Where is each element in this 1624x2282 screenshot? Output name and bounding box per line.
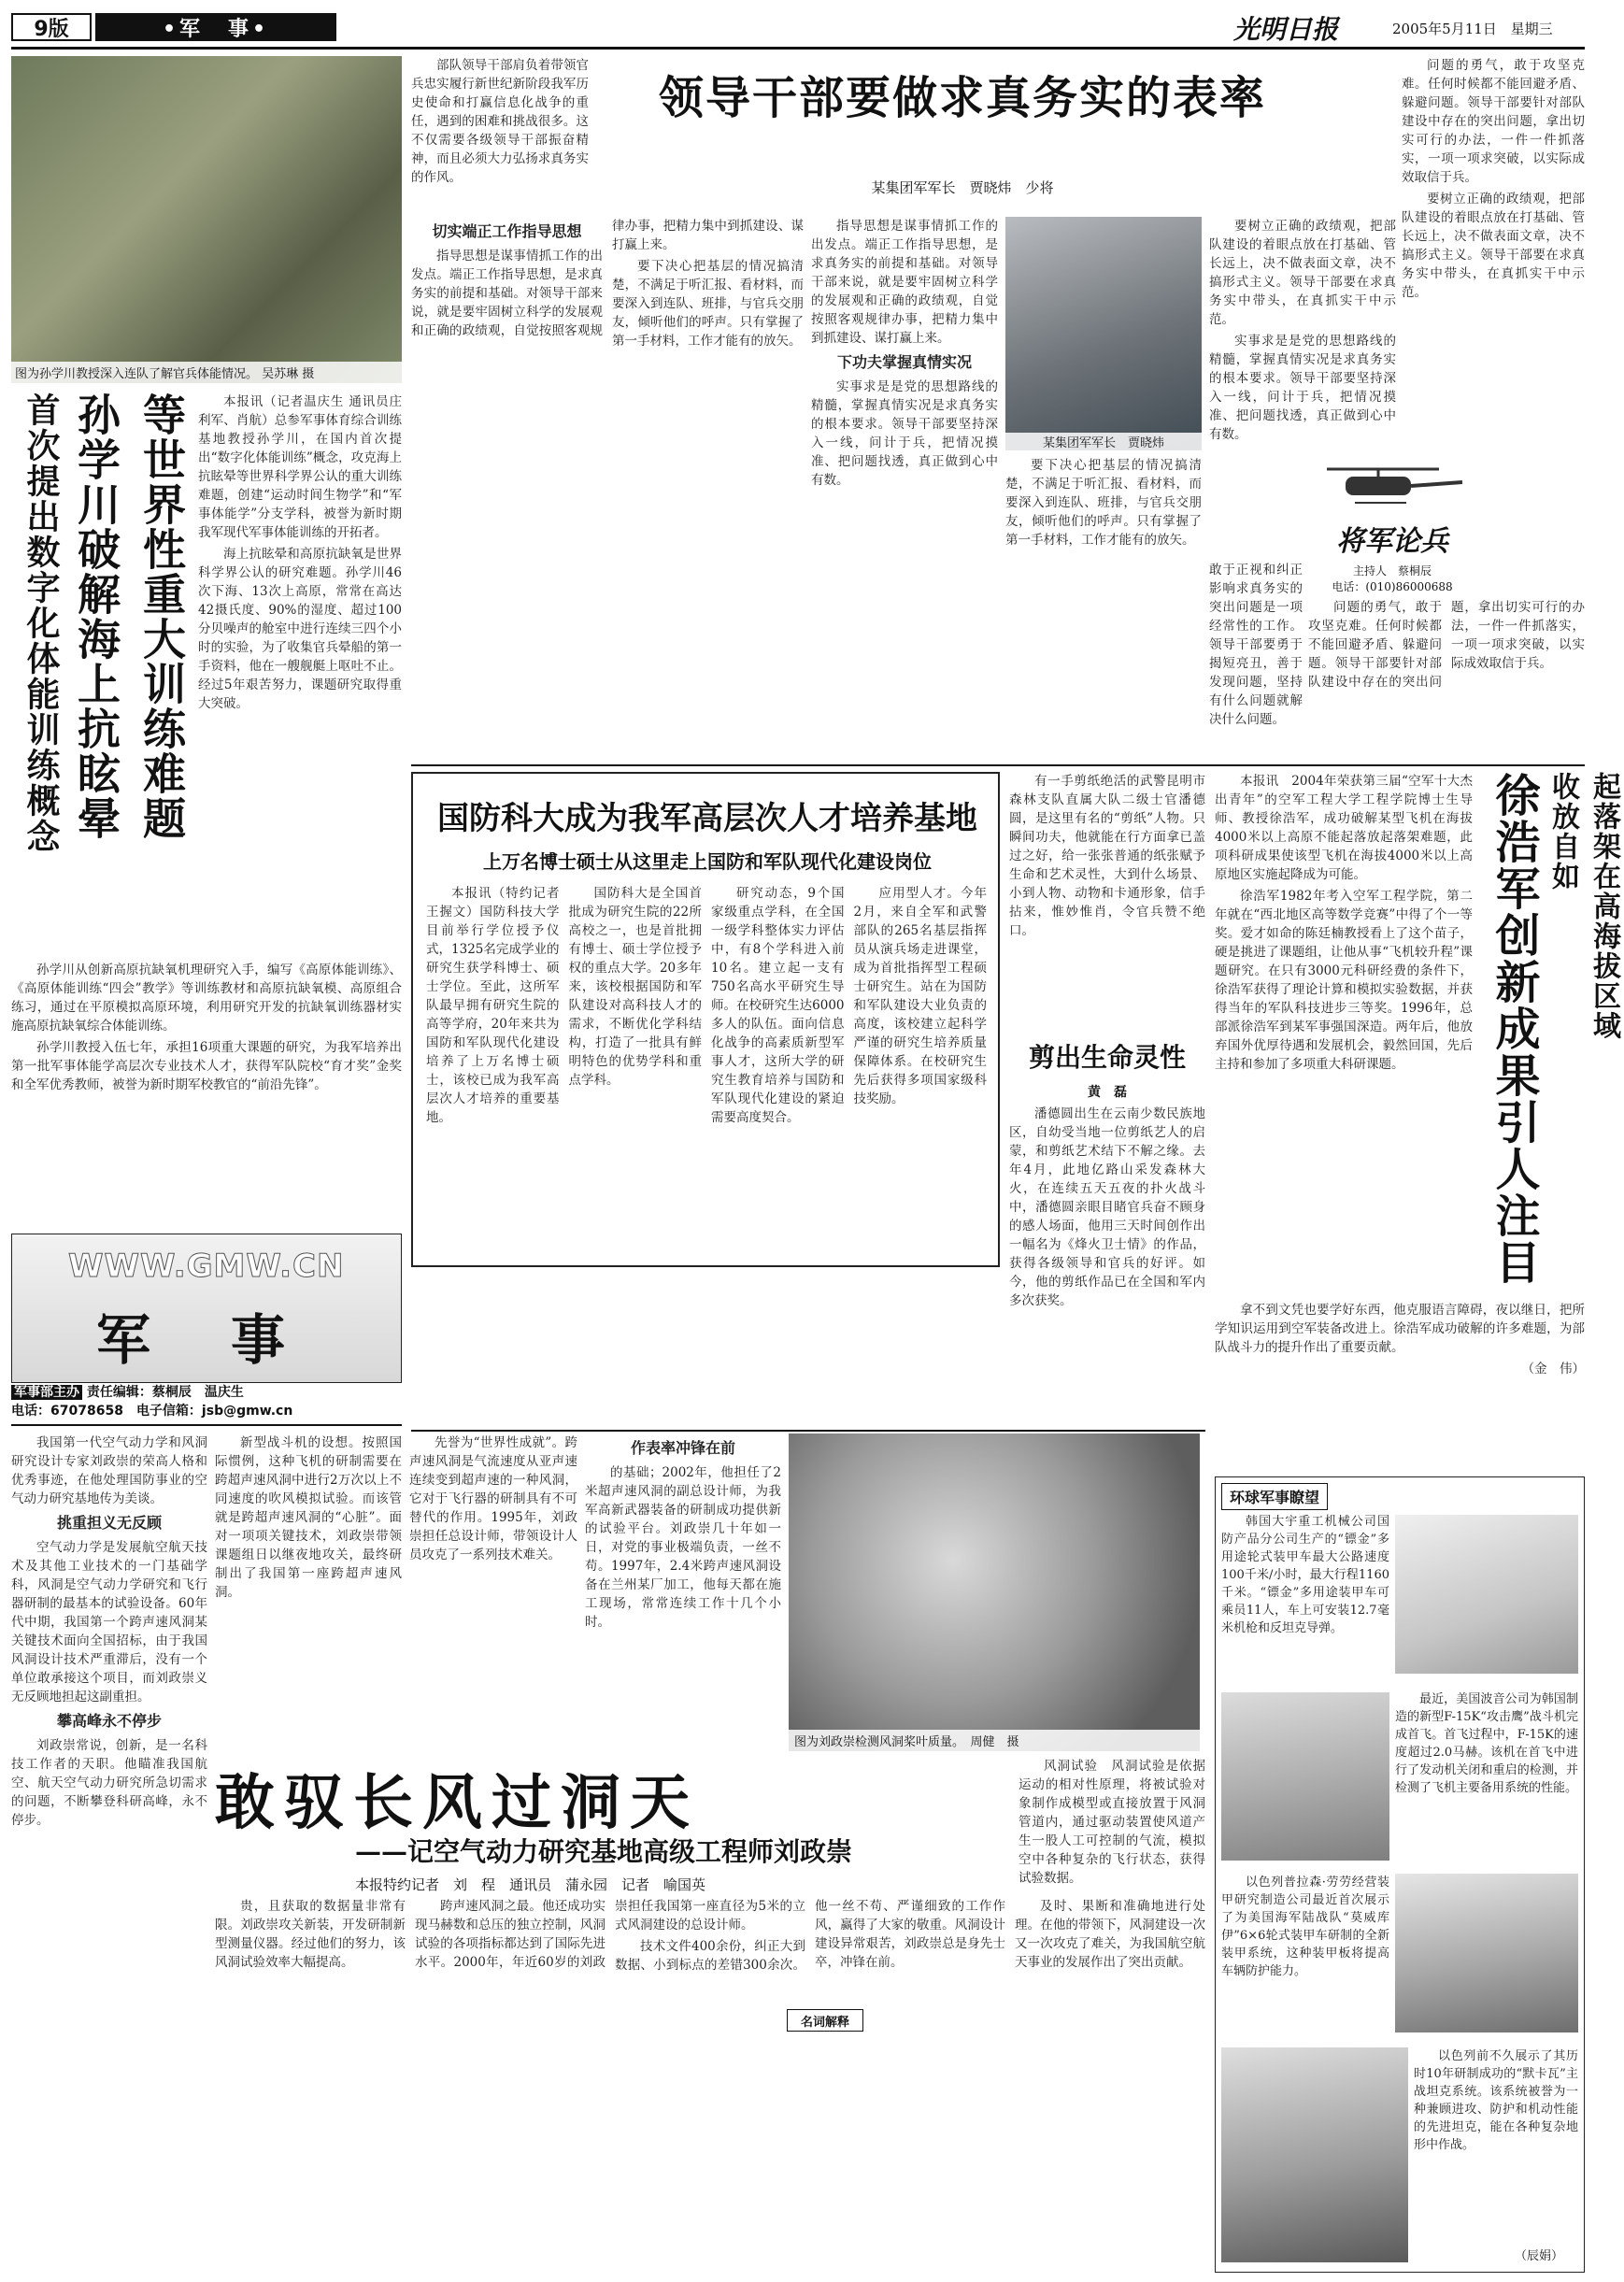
leader-body-f [1308,598,1585,759]
xu-body-lower [1215,1301,1585,1469]
liu-col1 [11,1433,207,2273]
column-logo-phone: 电话：(010)86000688 [1332,580,1453,593]
liu-col4-sub: 作表率冲锋在前 [630,1439,735,1457]
leader-sub1: 切实端正工作指导思想 [432,222,582,240]
gmw-rule [11,1424,402,1426]
liu-sub2: 攀高峰永不停步 [56,1712,162,1730]
leader-body-a [411,217,804,759]
host-name: 蔡桐辰 [1398,564,1432,578]
leader-lead-block [411,56,589,215]
leader-photo-caption-bar [1005,433,1202,450]
page-number: 9版 [34,17,69,41]
leader-right1b: 问题的勇气，敢于攻坚克难。任何时候都不能回避矛盾、躲避问题。领导干部要针对部队建设中存在的突出问题，拿出切实可行的办法，一件一件抓落实，一项一项求突破，以实际成效取信于兵。 [1308,600,1585,690]
liu-col1-body2: 刘政崇常说，创新，是一名科技工作者的天职。他瞄准我国航空、航天空气动力研究所急切需求的问题，不断攀登科研高峰，永不停步。 [11,1738,207,1828]
gmw-dept: 军事部主办 [11,1385,82,1400]
liu-intro: 我国第一代空气动力学和风洞研究设计专家刘政崇的荣高人格和优秀事迹，在他处理国防事业的空气动力研究基地传为美谈。 [11,1435,207,1506]
sun-body3: 孙学川教授入伍七年，承担16项重大课题的研究，为我军培养出第一批军事体能学高层次专业技术人才，获得军队院校“育才奖”金奖和全军优秀教师，被誉为新时期军校教官的“前沿先锋”。 [11,1040,402,1092]
liu-top-rule [411,1430,1205,1432]
leader-body-e [1402,56,1585,449]
column-side-text [1209,561,1303,757]
leader-body2b: 实事求是是党的思想路线的精髓，掌握真情实况是求真务实的根本要求。领导干部要坚持深入一线，问计于兵，把情况摸准、把问题找透，真正做到心中有数。 [1209,334,1396,442]
ww-signoff: （辰娟） [1515,2249,1564,2263]
world-watch-title: 环球军事瞭望 [1221,1483,1328,1510]
sun-headline-a: 等世界性重大训练难题 [136,392,187,841]
host-label: 主持人 [1352,564,1387,578]
liu-sub1: 挑重担义无反顾 [56,1514,162,1532]
gmw-email: 电子信箱：jsb@gmw.cn [135,1404,293,1419]
ww-item1-text: 韩国大宇重工机械公司国防产品分公司生产的“镖金”多用途轮式装甲车最大公路速度100千米/小时，最大行程1160千米。“镖金”多用途装甲车可乘员11人，车上可安装12.7毫米机枪和反坦克导弹。 [1221,1515,1389,1635]
page-number-box [11,13,92,41]
gmw-site: WWW.GMW.CN [68,1248,345,1285]
weekday-text: 星期三 [1510,21,1553,37]
world-watch-box [1215,1476,1585,2273]
liu-col3-text: 先誉为“世界性成就”。跨声速风洞是气流速度从亚声速连续变到超声速的一种风洞，它对于飞行器的研制具有不可替代的作用。1995年，刘政崇担任总设计师，带领设计人员攻克了一系列技术难关。 [409,1435,577,1562]
jianzhi-title: 剪出生命灵性 [1028,1042,1186,1073]
date-text: 2005年5月11日 [1392,21,1497,37]
leader-body2-a: 指导思想是谋事情抓工作的出发点。端正工作指导思想，是求真务实的前提和基础。对领导干部来说，就是要牢固树立科学的发展观和正确的政绩观，自觉按照客观规律办事，把精力集中到抓建设、谋打赢上来。 [811,219,998,346]
liu-headline: 敢驭长风过洞天 [215,1768,699,1838]
jianzhi-body: 潘德圆出生在云南少数民族地区，自幼受当地一位剪纸艺人的启蒙，和剪纸艺术结下不解之缘。去年4月，此地亿路山采发森林大火，在连续五天五夜的扑火战斗中，潘德圆亲眼目睹官兵奋不顾身的感人场面，他用三天时间创作出一幅名为《烽火卫士情》的作品，获得各级领导和官兵的好评。如今，他的剪纸作品已在全国和军内多次获奖。 [1009,1106,1205,1308]
leader-right2b: 要树立正确的政绩观，把部队建设的着眼点放在打基础、管长远上，决不做表面文章，决不搞形式主义。领导干部要在求真务实中带头，在真抓实干中示范。 [1402,192,1585,300]
gmw-banner [11,1234,402,1383]
leader-body1: 指导思想是谋事情抓工作的出发点。端正工作指导思想，是求真务实的前提和基础。对领导干部来说，就是要牢固树立科学的发展观和正确的政绩观，自觉按照客观规律办事，把精力集中到抓建设、谋打赢上来。 [411,219,804,338]
liu-right-text1: 风洞试验 风洞试验是依据运动的相对性原理，将被试验对象制作成模型或直接放置于风洞管道内，通过驱动装置使风道产生一股人工可控制的气流，模拟空中各种复杂的飞行状态，获得试验数据。 [1019,1759,1205,1886]
sun-body-upper [198,392,402,953]
leader-body3: 要下决心把基层的情况搞清楚，不满足于听汇报、看材料，而要深入到连队、班排，与官兵交朋友，倾听他们的呼声。只有掌握了第一手材料，工作才能有的放矢。 [612,259,804,349]
sun-body2: 孙学川从创新高原抗缺氧机理研究入手，编写《高原体能训练》、《高原体能训练“四会”教学》等训练教材和高原抗缺氧模、高原组合练习，通过在平原模拟高原环境，利用研究开发的抗缺氧训练器材实施高原抗缺氧综合体能训练。 [11,963,402,1034]
xu-body-upper [1215,772,1473,1295]
sun-body1: 海上抗眩晕和高原抗缺氧是世界科学界公认的研究难题。孙学川46次下海、13次上高原，常常在高达42摄氏度、90%的湿度、超过100分贝噪声的舱室中进行连续三四个小时的实验，为了收集官兵晕船的第一手资料，他在一艘舰艇上呕吐不止。经过5年艰苦努力，课题研究取得重大突破。 [198,547,402,711]
leader-sub2: 下功夫掌握真情实况 [836,353,972,371]
leader-body3b: 要下决心把基层的情况搞清楚，不满足于听汇报、看材料，而要深入到连队、班排，与官兵交朋友，倾听他们的呼声。只有掌握了第一手材料，工作才能有的放矢。 [1005,458,1202,548]
liu-col4 [585,1433,781,1751]
glossary-label: 名词解释 [787,2009,863,2032]
jianzhi-author: 黄 磊 [1088,1085,1127,1100]
xu-lead: 本报讯 2004年荣获第三届“空军十大杰出青年”的空军工程大学工程学院博士生导师、教授徐浩军，成功破解某型飞机在海拔4000米以上高原不能起落放起落架难题，此项科研成果使该型飞机在海拔4000米以上高原地区实施起降成为可能。 [1215,774,1473,882]
ww-item3-text: 以色列普拉森·劳劳经营装甲研究制造公司最近首次展示了为美国海军陆战队“莫威库伊”6×6轮式装甲车研制的全新装甲系统，这种装甲板将提高车辆防护能力。 [1221,1876,1389,1978]
leader-body2: 实事求是是党的思想路线的精髓，掌握真情实况是求真务实的根本要求。领导干部要坚持深入一线，问计于兵，把情况摸准、把问题找透，真正做到心中有数。 [811,379,998,488]
gfkd-title: 国防科大成为我军高层次人才培养基地 [437,800,977,837]
mid-rule [411,764,1585,766]
gfkd-body [426,884,987,1258]
leader-lead: 部队领导干部肩负着带领官兵忠实履行新世纪新阶段我军历史使命和打赢信息化战争的重任，遇到的困难和挑战很多。这不仅需要各级领导干部振奋精神，而且必须大力弘扬求真务实的作风。 [411,58,589,185]
ww-item2-text: 最近，美国波音公司为韩国制造的新型F-15K“攻击鹰”战斗机完成首飞。首飞过程中，F-15K的速度超过2.0马赫。该机在首飞中进行了发动机关闭和重启的检测，并检测了飞机主要备用系统的性能。 [1395,1692,1578,1795]
gmw-section-title: 军 事 [96,1308,299,1372]
section-label-text: •军 事• [162,17,270,41]
leader-byline: 某集团军军长 贾晓炜 少将 [871,179,1054,196]
column-side-para: 敢于正视和纠正影响求真务实的突出问题是一项经常性的工作。领导干部要勇于揭短亮丑，善于发现问题，坚持有什么问题就解决什么问题。 [1209,563,1303,727]
ww-item1 [1221,1513,1389,1681]
gfkd-col3: 研究动态，9个国家级重点学科，在全国一级学科整体实力评估中，有8个学科进入前10名。建立起一支有750名高水平研究生导师。在校研究生达6000多人的队伍。面向信息化战争的高素质新型军事人才，这所大学的研究生教育培养与国防和军队现代化建设的紧迫需要高度契合。 [711,886,845,1125]
liu-byline: 本报特约记者 刘 程 通讯员 蒲永园 记者 喻国英 [355,1876,706,1893]
masthead-logo [1233,9,1338,47]
ww-photo4 [1221,2047,1408,2262]
gmw-editors: 责任编辑：蔡桐辰 温庆生 [86,1385,244,1400]
liu-col4-text: 的基础；2002年，他担任了2米超声速风洞的副总设计师，为我军高新武器装备的研制成功提供新的试验平台。刘政崇几十年如一日，对党的事业极端负责，一丝不苟。1997年，2.4米跨声速风洞设备在兰州某厂加工，他每天都在施工现场，常常连续工作十几个小时。 [585,1465,781,1630]
leader-body-c [1005,456,1202,760]
liu-photo-caption: 图为刘政崇检测风洞桨叶质量。 周健 摄 [794,1735,1019,1749]
liu-col2 [215,1433,402,1751]
ww-photo1 [1395,1515,1578,1674]
sun-photo-caption-bar [11,362,402,383]
sun-photo [11,56,402,383]
sun-photo-caption: 图为孙学川教授深入连队了解官兵体能情况。 吴苏琳 摄 [15,367,315,381]
xu-body2: 拿不到文凭也要学好东西，他克服语言障碍，夜以继日，把所学知识运用到空军装备改进上。徐浩军成功破解的许多难题，为部队战斗力的提升作出了重要贡献。 [1215,1303,1585,1355]
liu-bottom3: 技术文件400余份，纠正大到数据、小到标点的差错300余次。他一丝不苟、严谨细致的工作作风，赢得了大家的敬重。风洞设计建设异常艰苦，刘政崇总是身先士卒，冲锋在前。 [615,1899,1005,1973]
gfkd-col4: 应用型人才。今年2月，来自全军和武警部队的265名基层指挥员从演兵场走进课堂，成为首批指挥型工程硕士研究生。站在为国防和军队建设大业负责的高度，该校建立起科学严谨的研究生培养质量保障体系。在校研究生先后获得多项国家级科技奖励。 [853,886,987,1106]
sun-lead: 本报讯（记者温庆生 通讯员庄利军、肖航）总参军事体育综合训练基地教授孙学川，在国内首次提出“数字化体能训练”概念，攻克海上抗眩晕等世界科学界公认的重大训练难题，创建“运动时间生物学”和“军事体能学”分支学科，被誉为新时期我军现代军事体能训练的开拓者。 [198,394,402,540]
section-label [95,13,336,41]
liu-right-text [1019,1757,1205,1897]
jianzhi-body-block [1009,1105,1205,1441]
xu-headline-b: 徐浩军创新成果引人注目 [1488,772,1540,1286]
helicopter-icon [1308,449,1476,514]
ww-photo2 [1221,1692,1389,1861]
liu-photo-caption-bar [789,1730,1200,1751]
leader-body-b [811,217,998,759]
leader-title: 领导干部要做求真务实的表率 [658,72,1266,124]
liu-bottom [215,1897,1205,2271]
sun-headline-b: 孙学川破解海上抗眩晕 [71,392,121,841]
header-rule [11,47,1585,50]
gfkd-subtitle: 上万名博士硕士从这里走上国防和军队现代化建设岗位 [483,850,932,873]
jianzhi-lead-block [1009,772,1205,1034]
gfkd-col2: 国防科大是全国首批成为研究生院的22所高校之一，也是首批拥有博士、硕士学位授予权的重点大学。20多年来，该校根据国防和军队建设对高科技人才的需求，不断优化学科结构，打造了一批具有鲜明特色的优势学科和重点学科。 [568,886,702,1088]
column-logo [1308,449,1476,593]
column-logo-host [1308,563,1476,578]
gfkd-box [411,772,1000,1267]
gfkd-col1: 本报讯（特约记者王握文）国防科技大学目前举行学位授予仪式，1325名完成学业的研究生获学科博士、硕士学位。至此，这所军队最早拥有研究生院的高等学府，20年来共为国防和军队现代化建设培养了上万名博士硕士，该校已成为我军高层次人才培养的重要基地。 [426,886,560,1125]
column-logo-name: 将军论兵 [1336,525,1448,558]
jianzhi-lead: 有一手剪纸绝活的武警昆明市森林支队直属大队二级士官潘德圆，是这里有名的“剪纸”人物。只瞬间功夫，他就能在行方面拿已盖过之好，给一张张普通的纸张赋予生命和艺术灵性，大到什么场景、小到人物、动物和卡通形象，信手拈来，惟妙惟肖，令官兵赞不绝口。 [1009,774,1205,938]
liu-bottom1: 贵，且获取的数据量非常有限。刘政崇攻关新装，开发研制新型测量仪器。经过他们的努力，该风洞试验效率大幅提高。 [215,1899,406,1970]
leader-right1: 问题的勇气，敢于攻坚克难。任何时候都不能回避矛盾、躲避问题。领导干部要针对部队建设中存在的突出问题，拿出切实可行的办法，一件一件抓落实，一项一项求突破，以实际成效取信于兵。 [1402,58,1585,185]
ww-item4 [1414,2047,1578,2244]
issue-date [1392,19,1553,38]
liu-subheadline: ——记空气动力研究基地高级工程师刘政崇 [355,1836,853,1867]
ww-item4-text: 以色列前不久展示了其历时10年研制成功的“默卡瓦”主战坦克系统。该系统被誉为一种兼顾进攻、防护和机动性能的先进坦克，能在各种复杂地形中作战。 [1414,2049,1578,2152]
ww-item3 [1221,1874,1389,2032]
liu-bottom2: 跨声速风洞之最。他还成功实现马赫数和总压的独立控制，风洞试验的各项指标都达到了国际先进水平。2000年，年近60岁的刘政崇担任我国第一座直径为5米的立式风洞建设的总设计师。 [415,1899,805,1970]
liu-col1-body: 空气动力学是发展航空航天技术及其他工业技术的一门基础学科，风洞是空气动力学研究和飞行器研制的最基本的试验设备。60年代中期，我国第一个跨声速风洞某关键技术面向全国招标，由于我国风洞设计技术严重滞后，没有一个单位敢承接这个项目，而刘政崇义无反顾地担起这副重担。 [11,1540,207,1704]
xu-signoff: （金 伟） [1521,1362,1585,1376]
ww-item2 [1395,1690,1578,1868]
liu-col3 [409,1433,577,1751]
sun-body-lower [11,961,402,1222]
liu-photo [789,1433,1200,1751]
sun-headline-c: 首次提出数字化体能训练概念 [21,392,60,854]
leader-right2: 要树立正确的政绩观，把部队建设的着眼点放在打基础、管长远上，决不做表面文章，决不搞形式主义。领导干部要在求真务实中带头，在真抓实干中示范。 [1209,219,1396,327]
paper-name: 光明日报 [1233,14,1339,45]
gmw-credits [11,1383,402,1420]
gmw-phone: 电话：67078658 [11,1404,123,1419]
liu-bottom4: 及时、果断和准确地进行处理。在他的带领下，风洞建设一次又一次攻克了难关，为我国航空航天事业的发展作出了突出贡献。 [1015,1899,1205,1970]
ww-photo3 [1395,1874,1578,2032]
leader-photo-caption: 某集团军军长 贾晓炜 [1042,436,1164,450]
xu-body: 徐浩军1982年考入空军工程学院，第二年就在“西北地区高等数学竞赛”中得了个一等奖。爱才如命的陈廷楠教授看上了这个苗子，硬是挑进了课题组，让他从事“飞机较升程”课题研究。在只有3000元科研经费的条件下，徐浩军获得了理论计算和模拟实验数据，并获得当年的军队科技进步三等奖。1996年，总部派徐浩军到某军事强国深造。两年后，他放弃国外优厚待遇和发展机会，毅然回国，先后主持和参加了多项重大科研课题。 [1215,889,1473,1072]
liu-col2-text: 新型战斗机的设想。按照国际惯例，这种飞机的研制需要在跨超声速风洞中进行2万次以上不同速度的吹风模拟试验。而该管就是跨超声速风洞的“心脏”。面对一项项关键技术，刘政崇带领课题组日以继夜地攻关，最终研制出了我国第一座跨超声速风洞。 [215,1435,402,1600]
xu-headline-a: 起落架在高海拔区域收放自如 [1546,772,1620,1041]
leader-photo [1005,217,1202,450]
